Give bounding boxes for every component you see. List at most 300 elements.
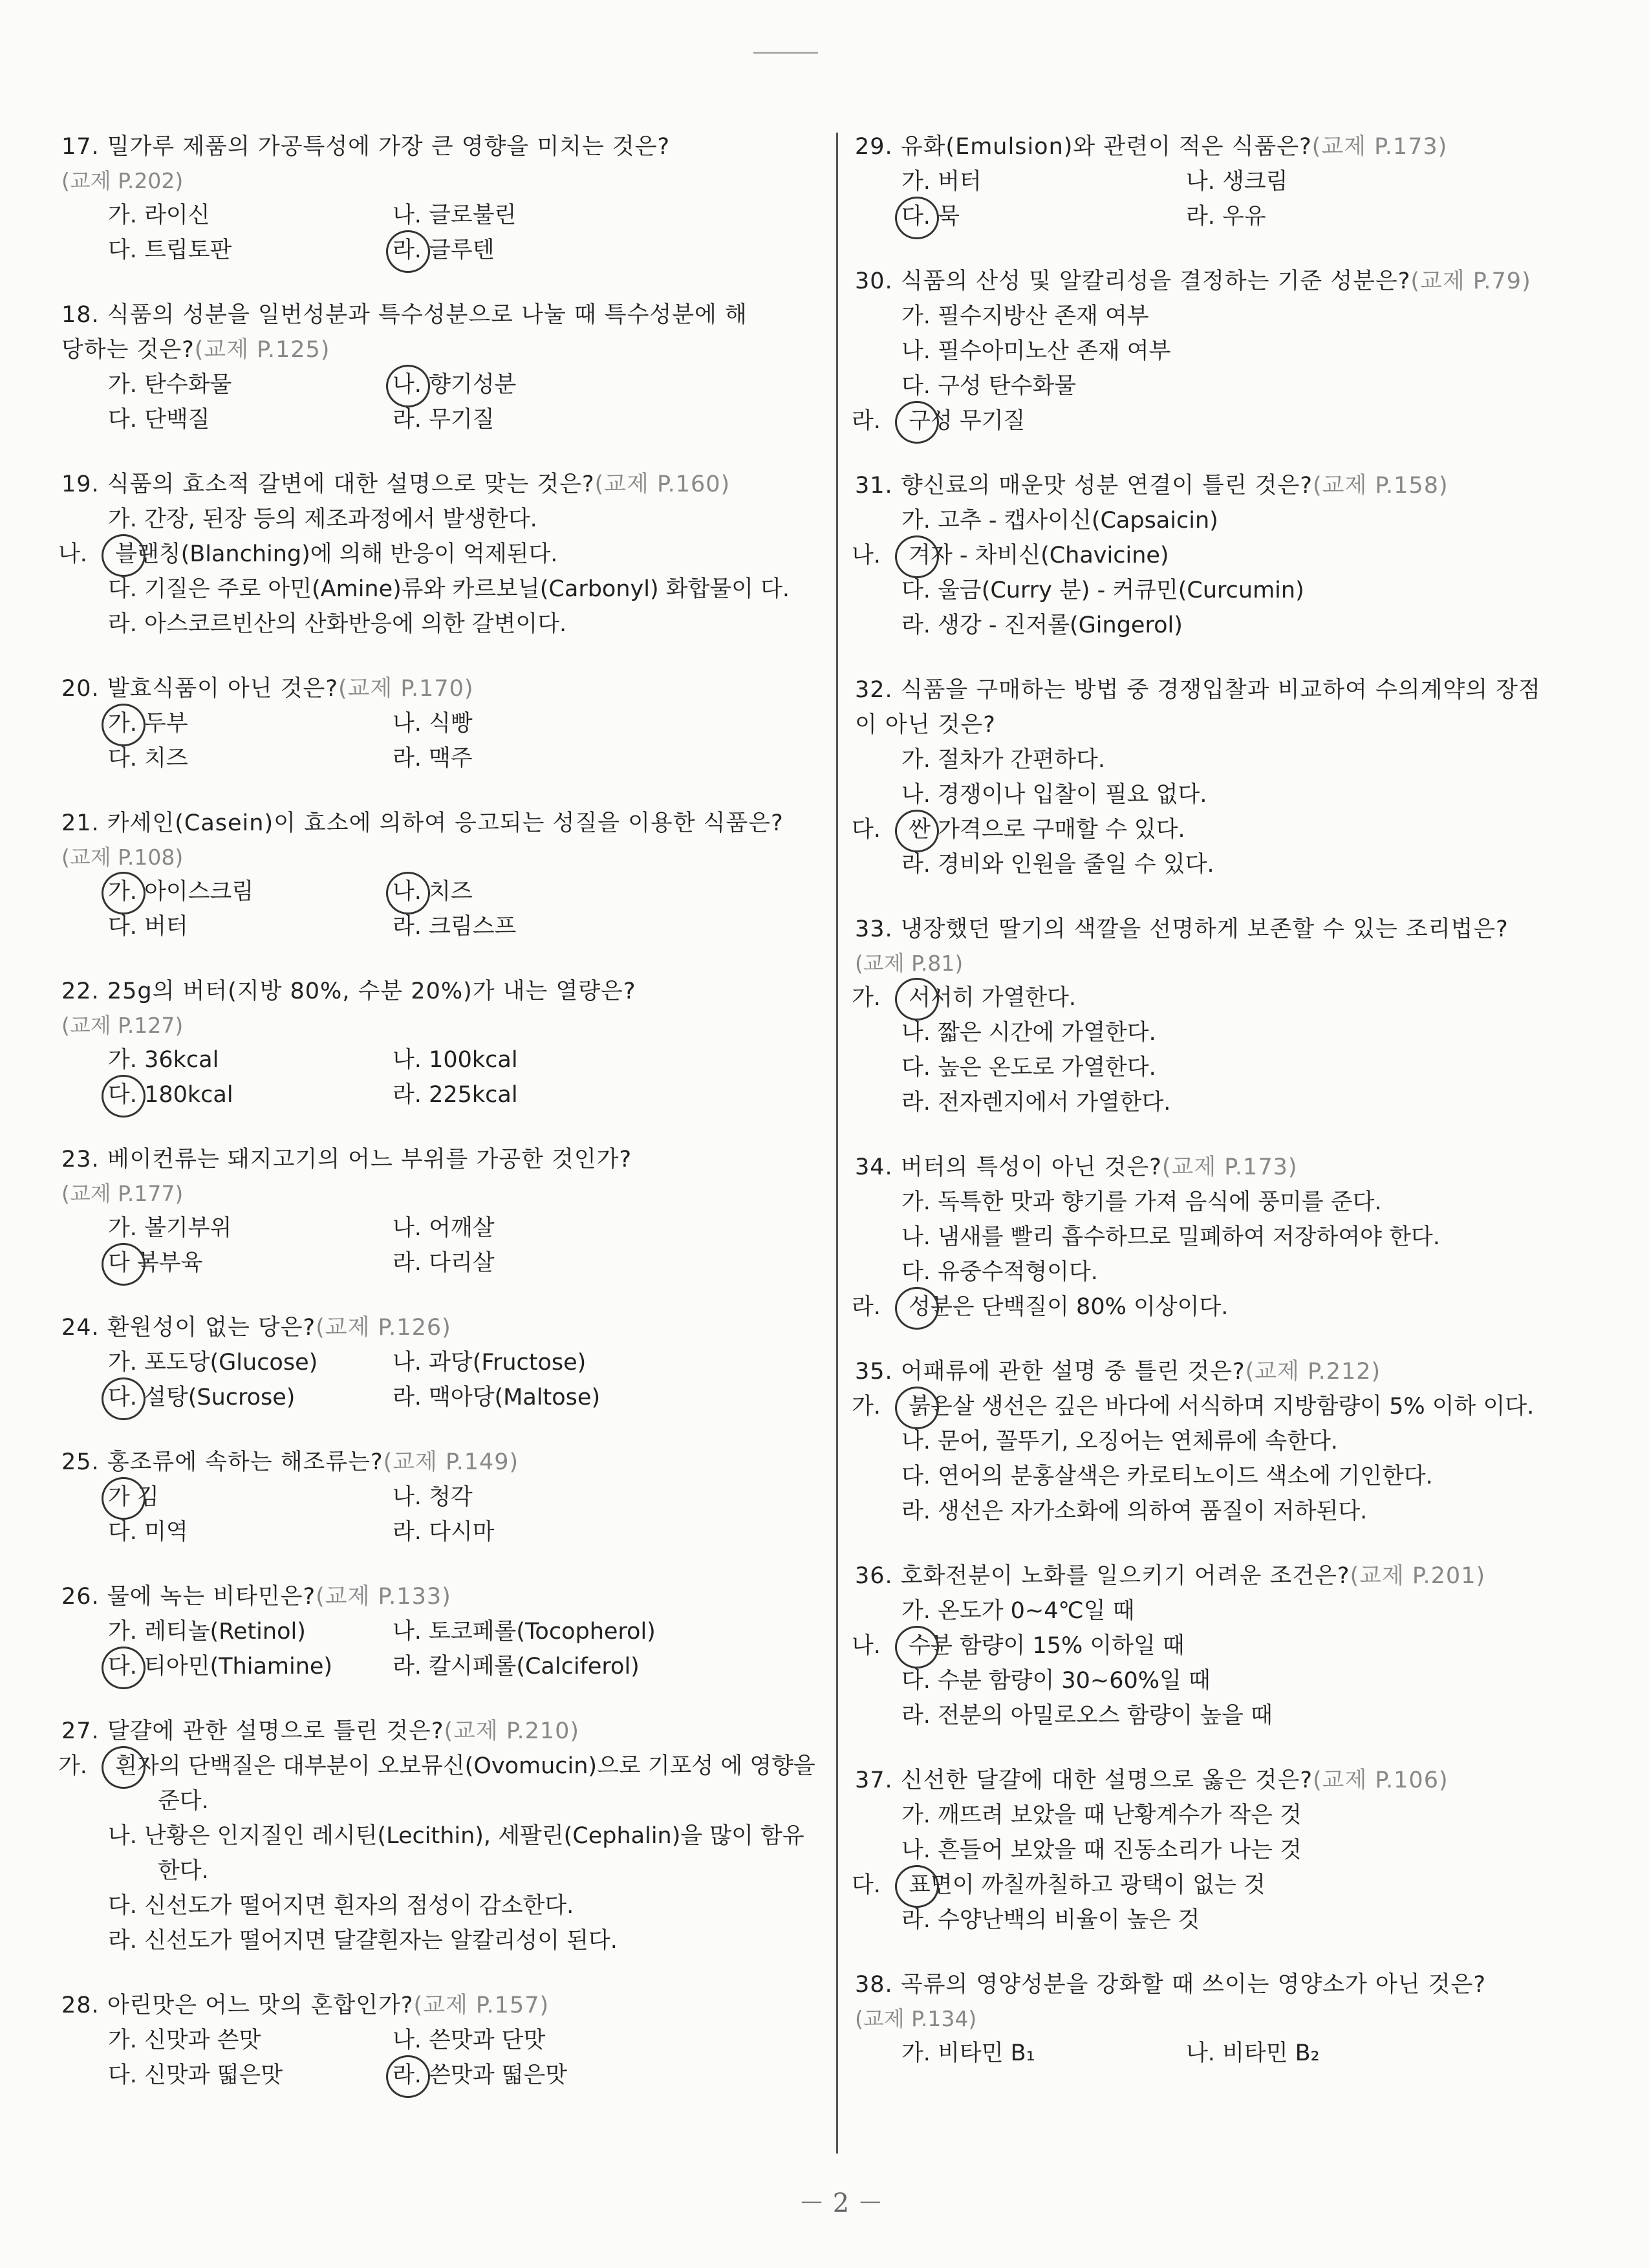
answer-option xyxy=(1186,2036,1618,2071)
question-text: 달걀에 관한 설명으로 틀린 것은? xyxy=(107,1718,444,1744)
option-label: 나. xyxy=(393,202,422,228)
question-stem xyxy=(61,1445,821,1480)
option-text: 깨뜨려 보았을 때 난황계수가 작은 것 xyxy=(938,1802,1302,1828)
question-number: 17. xyxy=(61,134,100,160)
question-number: 31. xyxy=(855,473,893,499)
option-text: 서서히 가열한다. xyxy=(909,985,1077,1011)
option-text: 탄수화물 xyxy=(144,372,232,398)
option-text: 칼시페롤(Calciferol) xyxy=(429,1654,640,1679)
option-text: 글루텐 xyxy=(429,237,495,263)
answer-option xyxy=(108,2023,393,2058)
question-number: 37. xyxy=(855,1767,893,1793)
option-label: 다. xyxy=(901,1463,931,1489)
option-label: 나. xyxy=(901,338,931,364)
question-29 xyxy=(855,129,1618,234)
option-text: 문어, 꼴뚜기, 오징어는 연체류에 속한다. xyxy=(938,1429,1338,1454)
question-text: 유화(Emulsion)와 관련이 적은 식품은? xyxy=(900,134,1312,160)
option-text: 트립토판 xyxy=(144,237,232,263)
textbook-reference: (교제 P.202) xyxy=(61,168,184,193)
option-text: 흰자의 단백질은 대부분이 오보뮤신(Ovomucin)으로 기포성 에 영향을 준다. xyxy=(115,1753,815,1814)
option-label: 나. xyxy=(1186,169,1215,195)
textbook-reference: (교제 P.108) xyxy=(61,845,184,870)
option-text: 180kcal xyxy=(144,1082,233,1108)
circled-answer-label: 가. xyxy=(108,706,137,741)
question-number: 30. xyxy=(855,268,893,294)
textbook-reference: (교제 P.79) xyxy=(1410,268,1531,294)
answer-option: 나. 수분 함량이 15% 이하일 때 xyxy=(852,1633,1185,1659)
question-stem-continued xyxy=(61,332,821,367)
question-21 xyxy=(61,806,821,944)
answer-option xyxy=(901,334,1618,369)
question-text: 물에 녹는 비타민은? xyxy=(107,1584,316,1610)
question-number: 22. xyxy=(61,978,100,1004)
option-text: 간장, 된장 등의 제조과정에서 발생한다. xyxy=(144,506,537,532)
option-label: 나. xyxy=(901,1837,931,1863)
circled-answer-label: 다. xyxy=(108,1077,137,1112)
option-text: 수양난백의 비율이 높은 것 xyxy=(938,1907,1200,1933)
option-text: 수분 함량이 15% 이하일 때 xyxy=(909,1633,1185,1659)
answer-option xyxy=(108,1345,393,1380)
answer-option xyxy=(901,573,1618,608)
option-text: 볼기부위 xyxy=(144,1215,232,1241)
answer-option xyxy=(393,233,821,268)
option-text: 수분 함량이 30~60%일 때 xyxy=(938,1668,1211,1694)
textbook-reference: (교제 P.81) xyxy=(855,951,964,976)
option-label: 가. xyxy=(901,1802,931,1828)
answer-option xyxy=(108,706,393,741)
answer-option xyxy=(901,1050,1618,1085)
question-text: 식품의 효소적 갈변에 대한 설명으로 맞는 것은? xyxy=(107,471,595,497)
answer-options xyxy=(901,2036,1618,2071)
option-text: 김 xyxy=(136,1484,159,1510)
answer-option xyxy=(108,1515,393,1550)
answer-option xyxy=(108,1380,393,1415)
answer-option: 나. 겨자 - 차비신(Chavicine) xyxy=(852,543,1169,568)
right-column xyxy=(852,129,1618,2101)
answer-option xyxy=(393,1345,821,1380)
option-label: 라. xyxy=(393,1519,422,1545)
answer-option xyxy=(1186,164,1618,199)
option-text: 과당(Fructose) xyxy=(429,1350,587,1376)
option-text: 성분은 단백질이 80% 이상이다. xyxy=(909,1294,1229,1320)
option-label: 다. xyxy=(108,2062,137,2088)
answer-option xyxy=(901,1663,1618,1698)
answer-option xyxy=(108,1923,821,1958)
question-22 xyxy=(61,974,821,1112)
textbook-reference: (교제 P.127) xyxy=(61,1013,184,1038)
answer-option xyxy=(901,1593,1618,1628)
question-33 xyxy=(852,912,1618,1120)
option-text: 절차가 간편하다. xyxy=(938,747,1105,773)
question-38 xyxy=(855,1967,1618,2071)
answer-option xyxy=(108,1077,393,1112)
option-text: 온도가 0~4℃일 때 xyxy=(938,1598,1135,1624)
answer-option xyxy=(108,1819,821,1888)
answer-options xyxy=(58,502,821,642)
option-label: 나. xyxy=(901,1429,931,1454)
question-34 xyxy=(852,1150,1618,1324)
question-text: 식품의 성분을 일번성분과 특수성분으로 나눌 때 특수성분에 해 xyxy=(107,302,748,328)
answer-option xyxy=(108,909,393,944)
circled-answer-label: 나. xyxy=(393,367,422,402)
question-23 xyxy=(61,1142,821,1280)
answer-option xyxy=(108,874,393,909)
answer-option xyxy=(901,1424,1618,1459)
answer-option xyxy=(901,1459,1618,1494)
option-text: 버터 xyxy=(144,914,188,940)
answer-option xyxy=(108,198,393,233)
option-text: 신맛과 쓴맛 xyxy=(144,2027,261,2053)
option-text: 우유 xyxy=(1222,204,1266,230)
option-label: 라. xyxy=(108,1928,137,1954)
option-label: 나. xyxy=(108,1823,137,1849)
answer-options xyxy=(852,503,1618,643)
answer-option xyxy=(393,1480,821,1515)
answer-option xyxy=(901,1903,1618,1938)
question-stem xyxy=(855,264,1618,299)
answer-option xyxy=(393,2058,821,2093)
answer-options xyxy=(108,1211,821,1280)
question-26 xyxy=(61,1579,821,1684)
top-scan-mark xyxy=(753,52,818,54)
question-stem xyxy=(61,1142,821,1177)
answer-option: 다. 싼 가격으로 구매할 수 있다. xyxy=(852,817,1185,843)
circled-answer-label: 라. xyxy=(393,2058,422,2093)
question-number: 18. xyxy=(61,302,100,328)
textbook-reference: (교제 P.133) xyxy=(316,1584,451,1610)
question-text: 식품을 구매하는 방법 중 경쟁입찰과 비교하여 수의계약의 장점 xyxy=(900,677,1541,703)
option-label: 나. xyxy=(393,711,422,737)
answer-option xyxy=(393,1211,821,1246)
answer-option xyxy=(901,1220,1618,1255)
option-label: 나. xyxy=(901,1020,931,1046)
option-text: 구성 탄수화물 xyxy=(938,373,1077,399)
option-label: 가. xyxy=(108,1215,137,1241)
option-text: 글로불린 xyxy=(429,202,517,228)
option-label: 가. xyxy=(108,202,137,228)
question-stem xyxy=(61,1310,821,1345)
question-number: 21. xyxy=(61,810,100,836)
option-text: 버터 xyxy=(938,169,982,195)
question-number: 25. xyxy=(61,1449,100,1475)
question-stem xyxy=(61,129,821,164)
option-label: 라. xyxy=(393,1082,422,1108)
circled-answer-label: 가. xyxy=(108,874,137,909)
question-number: 38. xyxy=(855,1972,893,1998)
option-text: 향기성분 xyxy=(429,372,517,398)
question-number: 33. xyxy=(855,916,893,942)
option-label: 라. xyxy=(393,746,422,772)
answer-option xyxy=(901,777,1618,812)
option-text: 라이신 xyxy=(144,202,210,228)
question-stem xyxy=(855,1150,1618,1185)
option-label: 라. xyxy=(901,1498,931,1524)
answer-option xyxy=(108,402,393,437)
option-label: 라. xyxy=(393,1385,422,1410)
answer-option xyxy=(901,2036,1186,2071)
answer-options xyxy=(852,1185,1618,1324)
question-stem xyxy=(855,468,1618,503)
option-label: 가. xyxy=(901,169,931,195)
question-text: 냉장했던 딸기의 색깔을 선명하게 보존할 수 있는 조리법은? xyxy=(900,916,1509,942)
option-label: 가. xyxy=(108,1350,137,1376)
answer-option xyxy=(108,1211,393,1246)
option-text: 비타민 B₂ xyxy=(1222,2040,1320,2066)
answer-option xyxy=(901,164,1186,199)
option-text: 225kcal xyxy=(429,1082,518,1108)
question-stem xyxy=(855,1354,1618,1389)
question-text: 버터의 특성이 아닌 것은? xyxy=(900,1154,1162,1180)
option-text: 울금(Curry 분) - 커큐민(Curcumin) xyxy=(938,578,1304,603)
option-label: 라. xyxy=(901,1703,931,1729)
answer-option xyxy=(108,502,821,537)
option-label: 라. xyxy=(901,612,931,638)
question-stem xyxy=(855,673,1618,707)
option-text: 다리살 xyxy=(429,1250,495,1276)
question-number: 34. xyxy=(855,1154,893,1180)
option-label: 가. xyxy=(108,372,137,398)
option-label: 라. xyxy=(393,407,422,433)
answer-option: 가. 흰자의 단백질은 대부분이 오보뮤신(Ovomucin)으로 기포성 에 영향을 준다. xyxy=(58,1753,815,1814)
answer-option xyxy=(393,367,821,402)
question-number: 28. xyxy=(61,1993,100,2018)
answer-option xyxy=(901,1798,1618,1833)
answer-option: 가. 서서히 가열한다. xyxy=(852,985,1077,1011)
textbook-reference: (교제 P.212) xyxy=(1245,1359,1381,1385)
option-label: 다. xyxy=(108,914,137,940)
option-text: 경쟁이나 입찰이 필요 없다. xyxy=(938,782,1207,808)
answer-option xyxy=(108,741,393,776)
question-text: 어패류에 관한 설명 중 틀린 것은? xyxy=(900,1359,1245,1385)
question-20 xyxy=(61,671,821,776)
answer-option xyxy=(108,1614,393,1649)
option-text: 기질은 주로 아민(Amine)류와 카르보닐(Carbonyl) 화합물이 다. xyxy=(144,576,790,602)
option-text: 티아민(Thiamine) xyxy=(144,1654,333,1679)
question-text: 카세인(Casein)이 효소에 의하여 응고되는 성질을 이용한 식품은? xyxy=(107,810,784,836)
option-text: 생강 - 진저롤(Gingerol) xyxy=(938,612,1183,638)
option-label: 나. xyxy=(393,1619,422,1645)
question-number: 26. xyxy=(61,1584,100,1610)
option-label: 다. xyxy=(108,237,137,263)
answer-option xyxy=(901,1185,1618,1220)
option-text: 설탕(Sucrose) xyxy=(144,1385,296,1410)
question-stem xyxy=(855,912,1618,947)
circled-answer-label: 나. xyxy=(393,874,422,909)
answer-option xyxy=(901,1833,1618,1868)
answer-options xyxy=(108,1345,821,1415)
answer-option: 나. 블랜칭(Blanching)에 의해 반응이 억제된다. xyxy=(58,541,558,567)
option-text: 짧은 시간에 가열한다. xyxy=(938,1020,1156,1046)
question-text-continued: 이 아닌 것은? xyxy=(855,712,996,738)
answer-option xyxy=(393,706,821,741)
option-text: 쓴맛과 단맛 xyxy=(429,2027,546,2053)
answer-options xyxy=(108,198,821,268)
option-label: 나. xyxy=(393,2027,422,2053)
answer-option xyxy=(393,1614,821,1649)
textbook-reference: (교제 P.170) xyxy=(338,676,474,702)
option-text: 무기질 xyxy=(429,407,495,433)
option-text: 미역 xyxy=(144,1519,188,1545)
answer-option xyxy=(393,874,821,909)
option-text: 맥주 xyxy=(429,746,473,772)
option-label: 다. xyxy=(108,746,137,772)
column-divider xyxy=(836,133,838,2154)
answer-options xyxy=(58,1749,821,1958)
option-label: 다. xyxy=(901,578,931,603)
option-label: 나. xyxy=(901,782,931,808)
answer-option xyxy=(901,199,1186,234)
question-32 xyxy=(852,673,1618,882)
textbook-reference: (교제 P.126) xyxy=(316,1315,451,1341)
answer-option xyxy=(393,741,821,776)
circled-answer-label: 가 xyxy=(108,1480,130,1515)
option-label: 나. xyxy=(393,1047,422,1073)
answer-options xyxy=(852,980,1618,1120)
answer-option: 라. 구성 무기질 xyxy=(852,408,1026,434)
answer-option: 가. 붉은살 생선은 깊은 바다에 서식하며 지방함량이 5% 이하 이다. xyxy=(852,1394,1535,1420)
textbook-reference: (교제 P.177) xyxy=(61,1181,184,1206)
textbook-reference: (교제 P.125) xyxy=(194,337,330,363)
option-text: 겨자 - 차비신(Chavicine) xyxy=(909,543,1169,568)
answer-option xyxy=(393,1077,821,1112)
answer-option xyxy=(901,742,1618,777)
question-stem xyxy=(61,974,821,1009)
question-number: 32. xyxy=(855,677,893,703)
option-label: 라. xyxy=(901,1090,931,1116)
option-text: 독특한 맛과 향기를 가져 음식에 풍미를 준다. xyxy=(938,1189,1382,1215)
option-text: 생크림 xyxy=(1222,169,1288,195)
question-stem xyxy=(61,1988,821,2023)
option-label: 나. xyxy=(393,1350,422,1376)
question-number: 35. xyxy=(855,1359,893,1385)
answer-option xyxy=(108,233,393,268)
question-17 xyxy=(61,129,821,268)
option-text: 높은 온도로 가열한다. xyxy=(938,1055,1156,1081)
question-stem xyxy=(61,1714,821,1749)
option-text: 신맛과 떫은맛 xyxy=(144,2062,283,2088)
option-text: 레티놀(Retinol) xyxy=(144,1619,306,1645)
option-label: 라. xyxy=(901,852,931,878)
option-text: 단백질 xyxy=(144,407,210,433)
question-stem xyxy=(855,129,1618,164)
textbook-reference: (교제 P.210) xyxy=(444,1718,580,1744)
question-text: 홍조류에 속하는 해조류는? xyxy=(107,1449,383,1475)
question-stem xyxy=(61,671,821,706)
option-label: 나. xyxy=(393,1215,422,1241)
option-text: 아이스크림 xyxy=(144,879,254,905)
option-label: 다. xyxy=(108,1519,137,1545)
option-text: 다시마 xyxy=(429,1519,495,1545)
option-text: 전분의 아밀로오스 함량이 높을 때 xyxy=(938,1703,1273,1729)
answer-option xyxy=(393,1515,821,1550)
option-text: 복부육 xyxy=(136,1250,203,1276)
option-label: 가. xyxy=(901,303,931,329)
question-stem xyxy=(855,1559,1618,1593)
question-text: 발효식품이 아닌 것은? xyxy=(107,676,338,702)
question-number: 29. xyxy=(855,134,893,160)
answer-option xyxy=(108,1246,393,1280)
answer-option xyxy=(901,299,1618,334)
option-label: 가. xyxy=(901,747,931,773)
answer-options xyxy=(852,1798,1618,1938)
option-text: 신선도가 떨어지면 달걀흰자는 알칼리성이 된다. xyxy=(144,1928,618,1954)
answer-option xyxy=(108,367,393,402)
question-stem xyxy=(61,467,821,502)
option-text: 맥아당(Maltose) xyxy=(429,1385,601,1410)
circled-answer-label: 라. xyxy=(393,233,422,268)
answer-option xyxy=(901,1698,1618,1733)
question-stem xyxy=(61,806,821,841)
textbook-reference: (교제 P.149) xyxy=(383,1449,519,1475)
answer-option: 다. 표면이 까칠까칠하고 광택이 없는 것 xyxy=(852,1872,1266,1898)
option-label: 가. xyxy=(901,508,931,534)
question-stem-continued xyxy=(855,707,1618,742)
question-text: 호화전분이 노화를 일으키기 어려운 조건은? xyxy=(900,1563,1350,1589)
textbook-reference: (교제 P.173) xyxy=(1161,1154,1298,1180)
answer-options xyxy=(852,299,1618,438)
answer-options xyxy=(108,706,821,776)
question-24 xyxy=(61,1310,821,1415)
option-text: 36kcal xyxy=(144,1047,219,1073)
option-text: 연어의 분홍살색은 카로티노이드 색소에 기인한다. xyxy=(938,1463,1433,1489)
textbook-reference: (교제 P.201) xyxy=(1350,1563,1486,1589)
question-19 xyxy=(58,467,821,642)
option-label: 가. xyxy=(901,1189,931,1215)
question-stem xyxy=(61,297,821,332)
question-number: 19. xyxy=(61,471,100,497)
option-label: 다. xyxy=(901,1259,931,1285)
option-label: 다. xyxy=(108,407,137,433)
circled-answer-label: 다. xyxy=(108,1380,137,1415)
option-text: 흔들어 보았을 때 진동소리가 나는 것 xyxy=(938,1837,1302,1863)
answer-options xyxy=(108,1480,821,1550)
option-text: 두부 xyxy=(144,711,188,737)
answer-options xyxy=(852,1389,1618,1529)
answer-option xyxy=(108,572,821,607)
answer-options xyxy=(108,2023,821,2093)
option-text: 토코페롤(Tocopherol) xyxy=(429,1619,656,1645)
answer-option xyxy=(393,1246,821,1280)
option-label: 가. xyxy=(108,1047,137,1073)
answer-options xyxy=(108,367,821,437)
circled-answer-label: 다. xyxy=(108,1649,137,1684)
answer-option xyxy=(108,1649,393,1684)
question-number: 36. xyxy=(855,1563,893,1589)
answer-option xyxy=(393,1649,821,1684)
question-text: 밀가루 제품의 가공특성에 가장 큰 영향을 미치는 것은? xyxy=(107,134,671,160)
question-stem xyxy=(61,1579,821,1614)
answer-option xyxy=(108,1042,393,1077)
textbook-reference: (교제 P.134) xyxy=(855,2006,977,2031)
option-text: 아스코르빈산의 산화반응에 의한 갈변이다. xyxy=(144,611,567,637)
answer-option xyxy=(393,909,821,944)
textbook-reference: (교제 P.158) xyxy=(1312,473,1449,499)
question-text: 신선한 달걀에 대한 설명으로 옳은 것은? xyxy=(900,1767,1313,1793)
circled-answer-label: 다 xyxy=(108,1246,130,1280)
option-text: 비타민 B₁ xyxy=(938,2040,1035,2066)
answer-option xyxy=(901,503,1618,538)
option-text: 청각 xyxy=(429,1484,473,1510)
question-35 xyxy=(852,1354,1618,1529)
option-text: 100kcal xyxy=(429,1047,518,1073)
option-text: 붉은살 생선은 깊은 바다에 서식하며 지방함량이 5% 이하 이다. xyxy=(909,1394,1535,1420)
question-text: 식품의 산성 및 알칼리성을 결정하는 기준 성분은? xyxy=(900,268,1411,294)
option-text: 치즈 xyxy=(429,879,473,905)
option-label: 가. xyxy=(108,1619,137,1645)
option-label: 라. xyxy=(393,914,422,940)
option-text: 치즈 xyxy=(144,746,188,772)
option-text: 필수아미노산 존재 여부 xyxy=(938,338,1171,364)
